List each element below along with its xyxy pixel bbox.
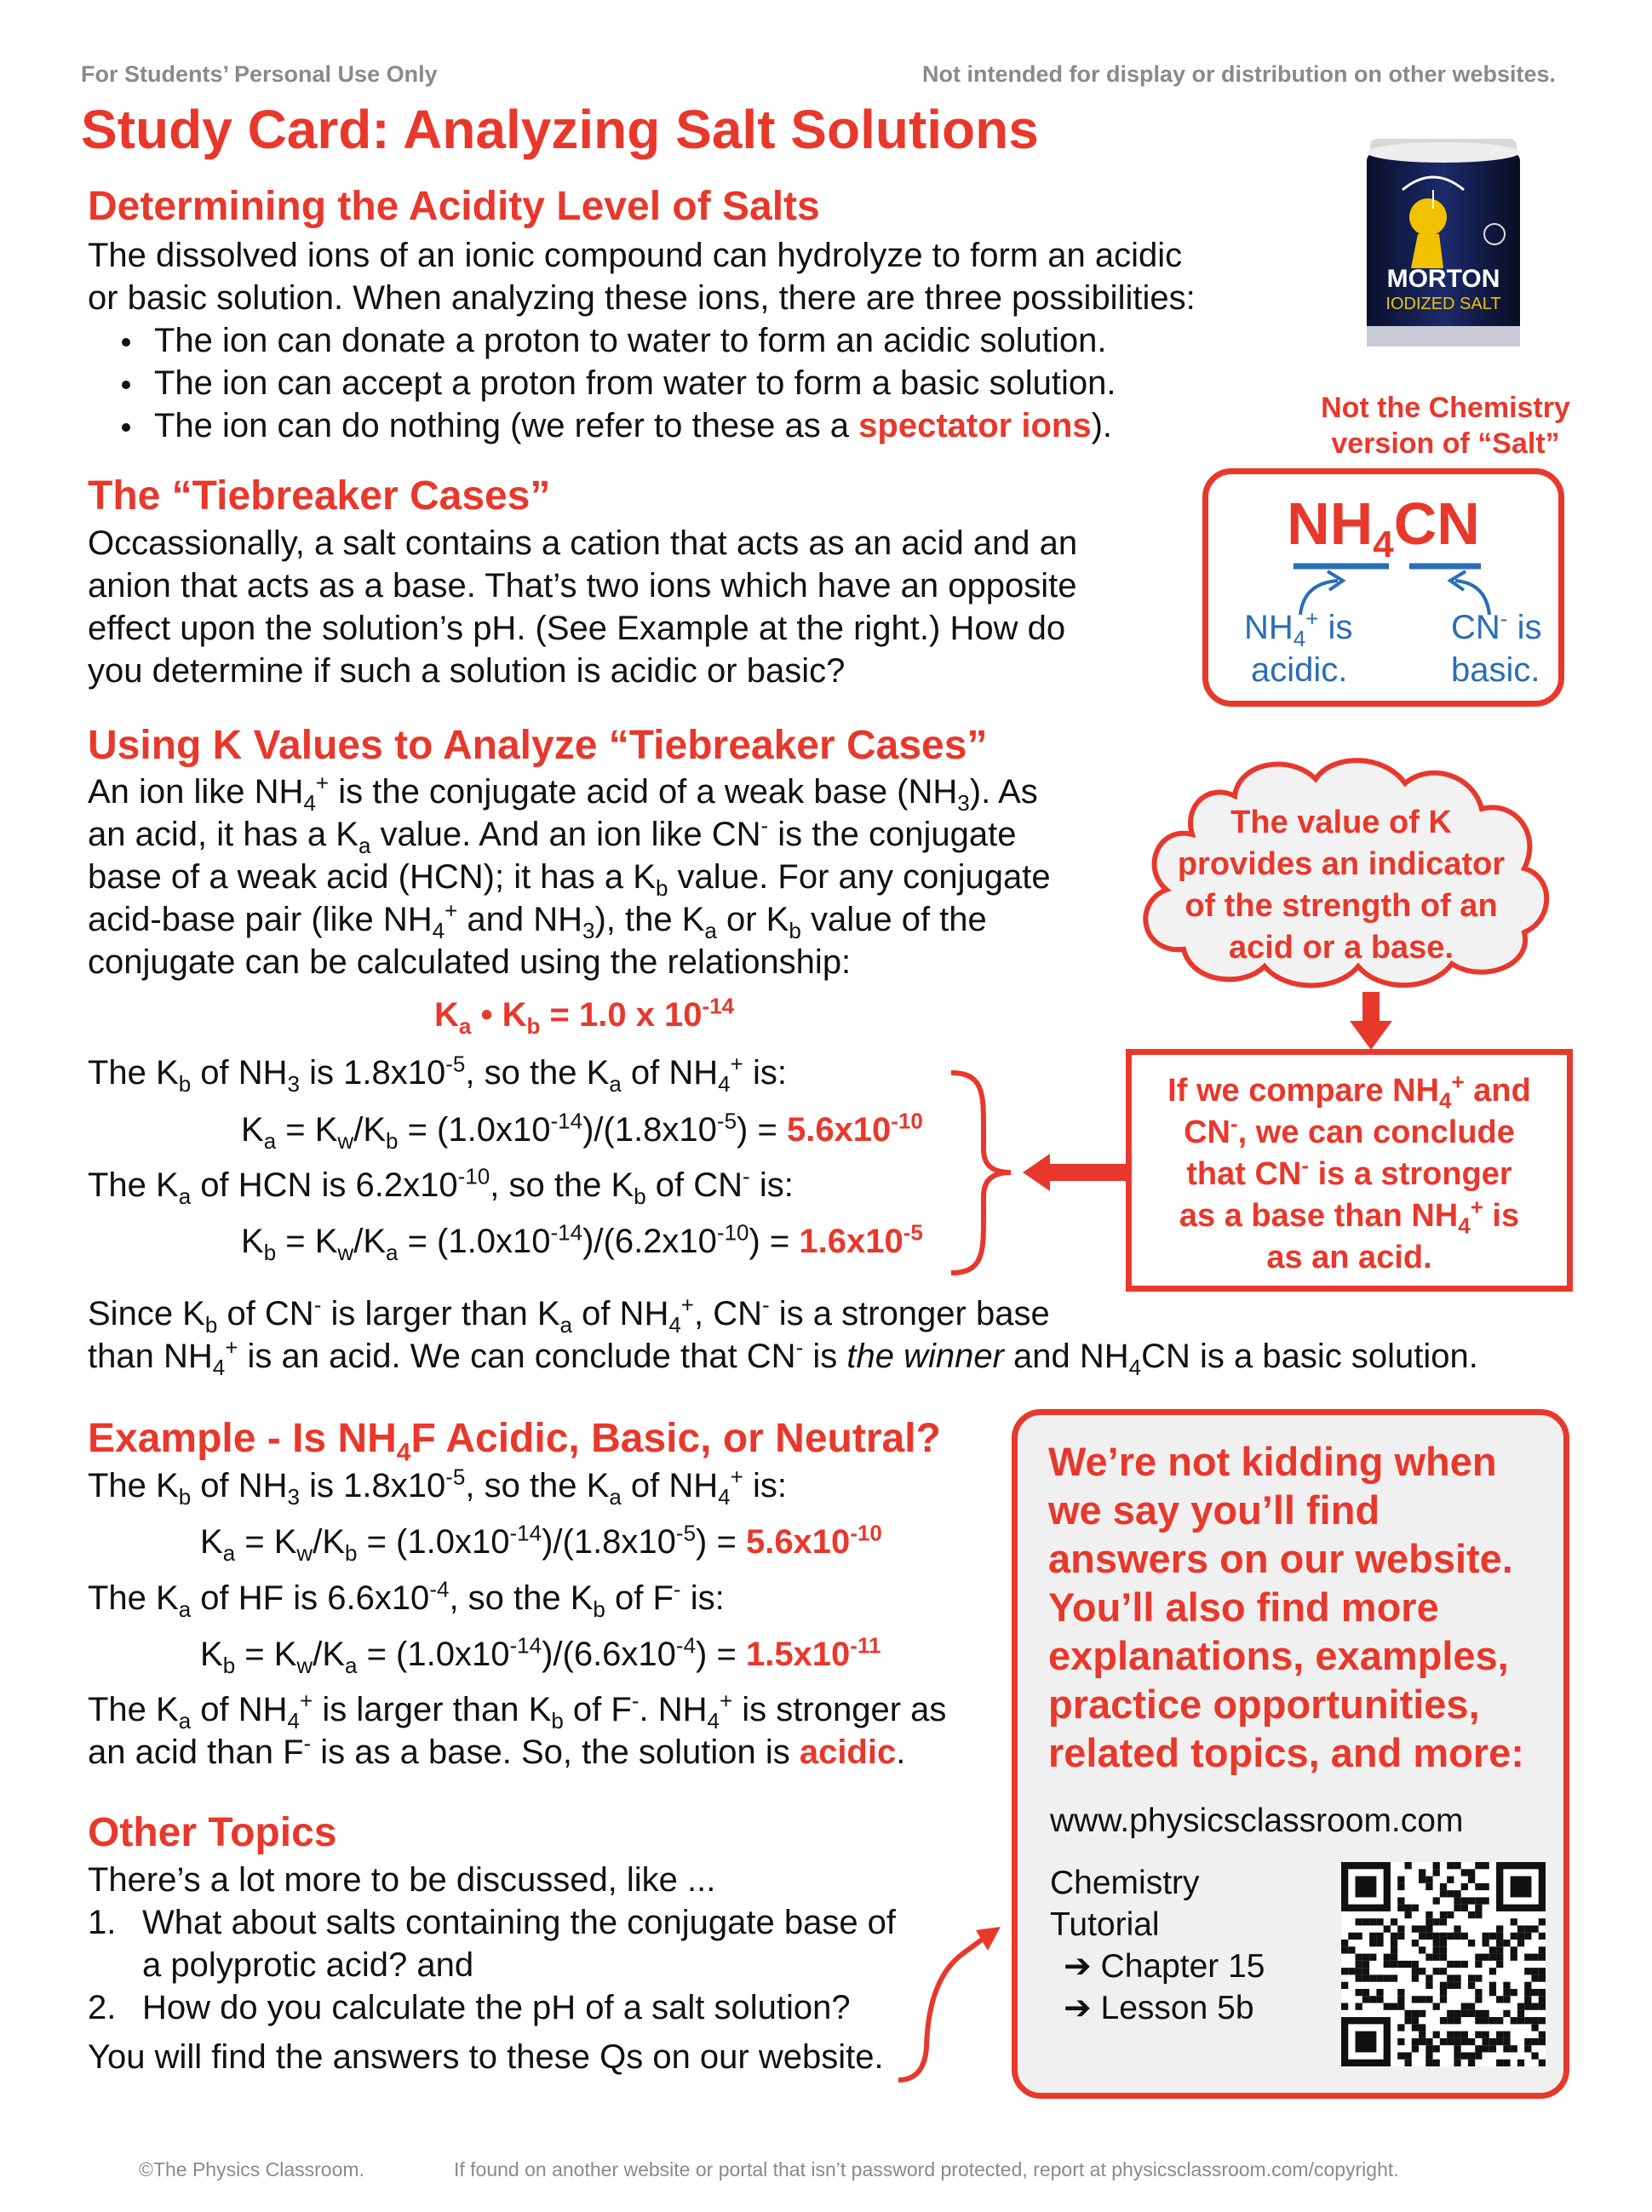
example-ka-hf: The $K_a$ of HF is $6.6x10^{-4}$, so the $K_b$ of F- is:: [88, 1576, 725, 1622]
example-kb-nh3: The $K_b$ of $NH_3$ is $1.8x10^{-5}$, so the $K_a$ of $NH_4^+$ is:: [88, 1464, 787, 1510]
ka-kb-relationship: $K_a$ • $K_b = 1.0$ x $10^{-14}$: [434, 993, 735, 1039]
k-value-cloud: [1124, 741, 1558, 1005]
brace-arrow-graphic: [949, 1069, 1141, 1277]
promo-line: explanations, examples,: [1048, 1633, 1509, 1678]
example-conclusion: The $K_a$ of $NH_4^+$ is larger than $K_b$ of F-. $NH_4^+$ is stronger as an acid than F- is as a base. So, the solution is acidic.: [88, 1688, 947, 1771]
arrow-right-icon: ➔: [1064, 1990, 1092, 2026]
header-right: Not intended for display or distribution on other websites.: [922, 61, 1557, 87]
list-item: The ion can accept a proton from water to form a basic solution.: [88, 362, 1196, 404]
footer-copyright: ©The Physics Classroom.: [139, 2158, 364, 2180]
section2-line: you determine if such a solution is acidic or basic?: [88, 652, 846, 690]
ka-nh4-calc: $K_a = K_w/K_b = (1.0x10^{-14})/(1.8x10^{-5}) = 5.6x10^{-10}$: [241, 1108, 923, 1154]
section2-line: effect upon the solution’s pH. (See Example at the right.) How do: [88, 610, 1066, 647]
cloud-line: of the strength of an: [1185, 888, 1498, 924]
promo-line: practice opportunities,: [1048, 1682, 1480, 1727]
promo-line: We’re not kidding when: [1048, 1439, 1497, 1484]
header-left: For Students’ Personal Use Only: [81, 61, 438, 87]
section2-heading: The “Tiebreaker Cases”: [88, 473, 551, 519]
example-ka-result: $5.6x10^{-10}$: [745, 1520, 882, 1561]
example-ka-calc: $K_a = K_w/K_b = (1.0x10^{-14})/(1.8x10^{-5}) = 5.6x10^{-10}$: [200, 1520, 882, 1566]
promo-line: related topics, and more:: [1048, 1730, 1524, 1775]
section1-heading: Determining the Acidity Level of Salts: [88, 184, 820, 229]
list-item: 2. How do you calculate the pH of a salt solution?: [88, 1989, 851, 2026]
morton-salt-image: [1358, 123, 1529, 362]
list-item-continued: a polyprotic acid? and: [142, 1946, 474, 1984]
cloud-line: acid or a base.: [1228, 930, 1454, 966]
comparison-line: If we compare $NH_4^+$ and: [1167, 1069, 1531, 1114]
website-url-link[interactable]: www.physicsclassroom.com: [1050, 1802, 1464, 1839]
footer-report: If found on another website or portal that isn’t password protected, report at physicsclassroom.com/copyright.: [454, 2158, 1399, 2180]
salt-product-text: IODIZED SALT: [1385, 295, 1501, 313]
kb-cn-result: $1.6x10^{-5}$: [799, 1219, 923, 1260]
nh4cn-example-box: [1202, 468, 1564, 707]
section3-body: An ion like $NH_4^+$ is the conjugate acid of a weak base $(NH_3)$. As an acid, it has a $K_a$ value. And an ion like CN- is the conjugate base of a weak acid (HCN); it has a $K_b$ value. For any conjugate acid-base pair (like $NH_4^+$ and $NH_3$), the $K_a$ or $K_b$ value of the conjugate can be calculated using the relationship:: [88, 770, 1051, 981]
winner-emphasis: the winner: [846, 1338, 1004, 1375]
tutorial-reference: Chemistry Tutorial ➔ Chapter 15 ➔ Lesson 5b: [1050, 1865, 1265, 2026]
qr-code[interactable]: [1341, 1862, 1546, 2066]
possibilities-list: [88, 319, 1196, 447]
promo-line: You’ll also find more: [1048, 1585, 1439, 1630]
list-item: The ion can donate a proton to water to form an acidic solution.: [88, 319, 1196, 362]
section5-intro: There’s a lot more to be discussed, like ...: [88, 1861, 716, 1899]
section4-heading: Example - Is $NH_4F$ Acidic, Basic, or Neutral?: [88, 1416, 941, 1467]
section1-intro-line1: The dissolved ions of an ionic compound can hydrolyze to form an acidic: [88, 237, 1183, 274]
salt-caption: Not the Chemistry version of “Salt”: [1321, 392, 1570, 460]
section5-closing: You will find the answers to these Qs on our website.: [88, 2038, 884, 2076]
spectator-ions-term: spectator ions: [858, 407, 1092, 444]
page-title: Study Card: Analyzing Salt Solutions: [81, 99, 1039, 160]
ka-hcn-statement: The $K_a$ of HCN is $6.2x10^{-10}$, so the $K_b$ of CN- is:: [88, 1163, 794, 1209]
promo-line: answers on our website.: [1048, 1536, 1513, 1581]
kb-cn-calc: $K_b = K_w/K_a = (1.0x10^{-14})/(6.2x10^{-10}) = 1.6x10^{-5}$: [241, 1219, 923, 1265]
cloud-line: The value of K: [1230, 805, 1452, 840]
section3-heading: Using K Values to Analyze “Tiebreaker Cases”: [88, 723, 988, 768]
curved-arrow-icon: [894, 1903, 1022, 2086]
section3-conclusion: Since $K_b$ of CN- is larger than $K_a$ of $NH_4^+$, CN- is a stronger base than $NH_4^+$ is an acid. We can conclude that CN- is the winner and $NH_4CN$ is a basic solution.: [88, 1292, 1478, 1380]
example-kb-result: $1.5x10^{-11}$: [745, 1632, 881, 1673]
ka-nh4-result: $5.6x10^{-10}$: [786, 1108, 923, 1149]
promo-line: we say you’ll find: [1048, 1487, 1380, 1533]
section1-intro-line2: or basic solution. When analyzing these ions, there are three possibilities:: [88, 279, 1196, 317]
cn-basic-label: CN- is basic.: [1451, 605, 1542, 689]
salt-brand-text: MORTON: [1386, 265, 1500, 293]
section2-line: Occassionally, a salt contains a cation that acts as an acid and an: [88, 524, 1078, 562]
section2-line: anion that acts as a base. That’s two ions which have an opposite: [88, 567, 1077, 605]
comparison-line: as an acid.: [1266, 1240, 1432, 1275]
comparison-line: that CN- is a stronger: [1186, 1152, 1512, 1192]
comparison-box: [1126, 1049, 1573, 1292]
acidic-result: acidic: [799, 1733, 897, 1771]
nh4cn-formula: $NH_4CN$: [1287, 490, 1480, 565]
section5-heading: Other Topics: [88, 1810, 337, 1855]
comparison-line: CN-, we can conclude: [1184, 1110, 1515, 1150]
list-item: 1. What about salts containing the conjugate base of: [88, 1904, 897, 1941]
kb-nh3-statement: The $K_b$ of $NH_3$ is $1.8x10^{-5}$, so the $K_a$ of $NH_4^+$ is:: [88, 1051, 787, 1097]
comparison-line: as a base than $NH_4^+$ is: [1179, 1194, 1520, 1239]
arrow-right-icon: ➔: [1064, 1948, 1092, 1985]
list-item: The ion can do nothing (we refer to these as a spectator ions).: [88, 404, 1196, 447]
cloud-line: provides an indicator: [1177, 846, 1506, 882]
nh4-acidic-label: $NH_4^+$ is acidic.: [1244, 605, 1353, 689]
website-promo-box: [1012, 1409, 1569, 2099]
down-arrow-icon: [1350, 992, 1392, 1052]
example-kb-calc: $K_b = K_w/K_a = (1.0x10^{-14})/(6.6x10^{-4}) = 1.5x10^{-11}$: [200, 1632, 881, 1678]
